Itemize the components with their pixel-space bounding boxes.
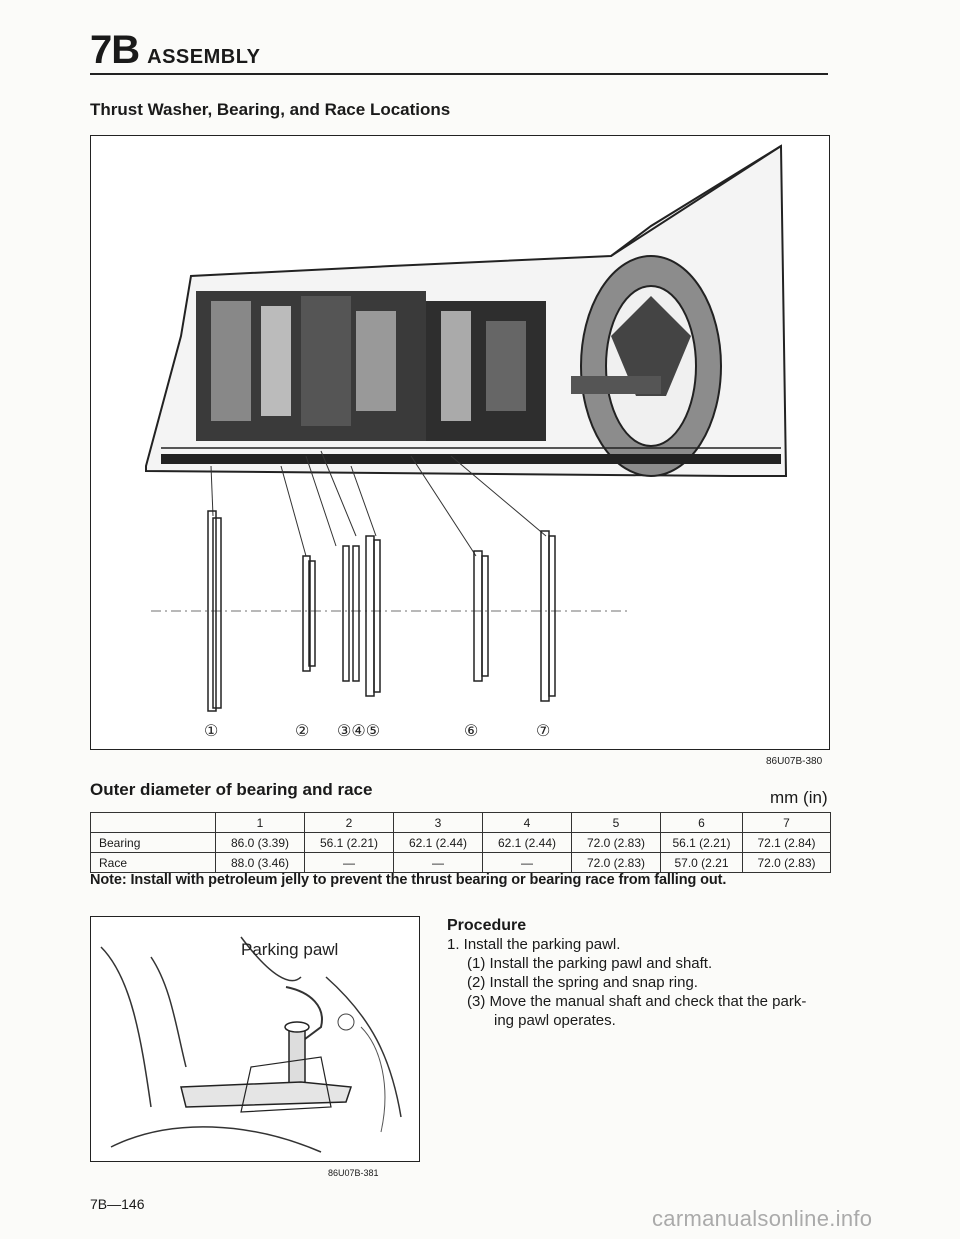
parking-pawl-drawing bbox=[91, 917, 418, 1160]
procedure-substep: (2) Install the spring and snap ring. bbox=[467, 974, 698, 991]
parking-pawl-figure bbox=[90, 916, 420, 1162]
callout-3-4-5: ③④⑤ bbox=[337, 721, 381, 740]
figure-title: Thrust Washer, Bearing, and Race Locations bbox=[90, 100, 451, 119]
callout-2: ② bbox=[295, 721, 310, 740]
column-header: 1 bbox=[216, 813, 305, 833]
figure-code: 86U07B-380 bbox=[766, 756, 823, 767]
section-code: 7B bbox=[90, 28, 140, 72]
row-label: Bearing bbox=[91, 833, 216, 853]
table-row-bearing bbox=[91, 833, 831, 853]
transmission-cutaway-drawing bbox=[91, 136, 828, 748]
page-number: 7B—146 bbox=[90, 1196, 145, 1212]
row-label: Race bbox=[91, 853, 216, 873]
column-header: 6 bbox=[661, 813, 743, 833]
table-cell: — bbox=[483, 853, 572, 873]
column-header: 3 bbox=[394, 813, 483, 833]
table-cell: 62.1 (2.44) bbox=[483, 833, 572, 853]
table-cell: 56.1 (2.21) bbox=[661, 833, 743, 853]
procedure-substep-continued: ing pawl operates. bbox=[494, 1012, 616, 1029]
callout-7: ⑦ bbox=[536, 721, 551, 740]
table-cell: — bbox=[394, 853, 483, 873]
table-cell: 72.0 (2.83) bbox=[572, 853, 661, 873]
table-cell: 57.0 (2.21 bbox=[661, 853, 743, 873]
header-rule bbox=[90, 73, 828, 75]
table-cell: 62.1 (2.44) bbox=[394, 833, 483, 853]
table-corner-cell bbox=[91, 813, 216, 833]
parking-pawl-label: Parking pawl bbox=[241, 940, 339, 959]
column-header: 2 bbox=[305, 813, 394, 833]
procedure-substep: (1) Install the parking pawl and shaft. bbox=[467, 955, 713, 972]
callout-6: ⑥ bbox=[464, 721, 479, 740]
section-header bbox=[90, 28, 260, 73]
unit-label: mm (in) bbox=[770, 788, 828, 807]
column-header: 4 bbox=[483, 813, 572, 833]
figure-code: 86U07B-381 bbox=[328, 1168, 379, 1178]
table-cell: 86.0 (3.39) bbox=[216, 833, 305, 853]
install-note: Note: Install with petroleum jelly to prevent the thrust bearing or bearing race from falling out. bbox=[90, 872, 727, 888]
watermark: carmanualsonline.info bbox=[652, 1206, 873, 1231]
table-header-row bbox=[91, 813, 831, 833]
table-cell: 88.0 (3.46) bbox=[216, 853, 305, 873]
procedure-title: Procedure bbox=[447, 917, 527, 934]
table-cell: 72.1 (2.84) bbox=[743, 833, 831, 853]
table-row-race bbox=[91, 853, 831, 873]
callout-1: ① bbox=[204, 721, 219, 740]
table-cell: — bbox=[305, 853, 394, 873]
transmission-cutaway-figure bbox=[90, 135, 830, 750]
procedure-step: 1. Install the parking pawl. bbox=[447, 936, 621, 953]
outer-diameter-table bbox=[90, 812, 831, 873]
procedure-substep: (3) Move the manual shaft and check that the park- bbox=[467, 993, 807, 1010]
column-header: 5 bbox=[572, 813, 661, 833]
table-title: Outer diameter of bearing and race bbox=[90, 780, 373, 799]
section-name: ASSEMBLY bbox=[147, 46, 261, 68]
table-cell: 72.0 (2.83) bbox=[572, 833, 661, 853]
column-header: 7 bbox=[743, 813, 831, 833]
procedure-section bbox=[447, 916, 842, 1030]
table-cell: 56.1 (2.21) bbox=[305, 833, 394, 853]
table-cell: 72.0 (2.83) bbox=[743, 853, 831, 873]
